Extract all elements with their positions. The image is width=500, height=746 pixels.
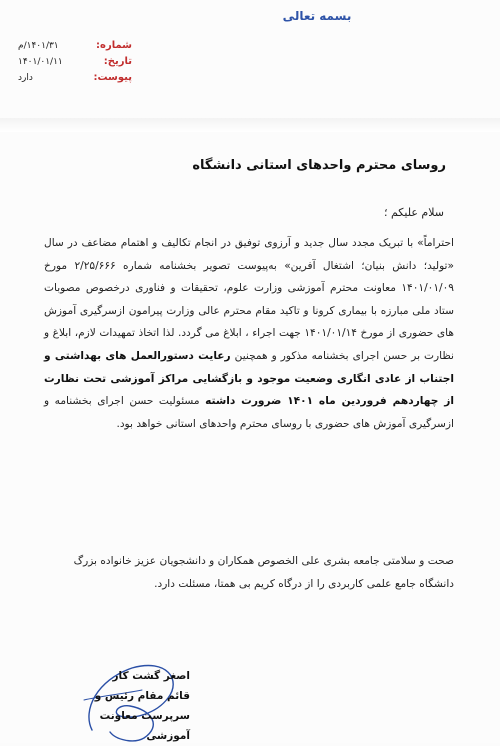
signer-title-1: قائم مقام رئیس و — [94, 690, 190, 702]
closing-paragraph: صحت و سلامتی جامعه بشری علی الخصوص همکاران و دانشجویان عزیز خانواده بزرگ دانشگاه جامع علمی کاربردی را از درگاه کریم بی همتا، مسئلت دارد. — [73, 555, 454, 590]
number-row — [10, 40, 140, 56]
greeting: سلام علیکم ؛ — [383, 206, 444, 219]
paper-fold — [0, 118, 500, 132]
recipient-heading: روسای محترم واحدهای استانی دانشگاه — [192, 158, 446, 173]
body-part-1: احتراماً» با تبریک مجدد سال جدید و آرزوی توفیق در انجام تکالیف و اهتمام مضاعف در سال «تولید؛ دانش بنیان؛ اشتغال آفرین» به‌پیوست تصویر بخشنامه شماره ۲/۲۵/۶۶۶ مورخ ۱۴۰۱/۰۱/۰۹ معاونت محترم آموزشی وزارت علوم، تحقیقات و فناوری درخصوص مصوبات ستاد ملی مبارزه با بیماری کرونا و تاکید مقام محترم عالی وزارت پیرامون ازسرگیری آموزش های حضوری از مورخ ۱۴۰۱/۰۱/۱۴ جهت اجراء ، ابلاغ می گردد. لذا اتخاذ تمهیدات لازم، ابلاغ و نظارت بر حسن اجرای بخشنامه مذکور و همچنین — [44, 237, 454, 362]
body-part-3: مسئولیت حسن اجرای بخشنامه و ازسرگیری آموزش های حضوری با روسای محترم واحدهای استانی خواهد بود. — [44, 395, 454, 430]
signature-block — [80, 666, 190, 746]
basmala-header: بسمه تعالی — [282, 9, 352, 23]
body-paragraph — [44, 232, 454, 435]
signer-name: اصغر گشت کار — [112, 670, 190, 682]
date-label: تاریخ: — [103, 56, 132, 67]
letter-body — [44, 232, 454, 435]
attachment-value: دارد — [18, 73, 33, 83]
date-row — [10, 56, 140, 72]
letter-meta — [10, 40, 140, 88]
attachment-row — [10, 72, 140, 88]
signer-title-2: سرپرست معاونت آموزشی — [99, 710, 190, 742]
attachment-label: پیوست: — [93, 72, 132, 83]
number-value: ۱۴۰۱/۳۱/م — [18, 41, 59, 51]
body-emphasis: رعایت دستورالعمل های بهداشتی و اجتناب از عادی انگاری وضعیت موجود و بازگشایی مراکز آموزشی تحت نظارت از چهاردهم فروردین ماه ۱۴۰۱ ضرورت داشته — [44, 349, 454, 408]
date-value: ۱۴۰۱/۰۱/۱۱ — [18, 57, 63, 67]
number-label: شماره: — [96, 40, 132, 51]
